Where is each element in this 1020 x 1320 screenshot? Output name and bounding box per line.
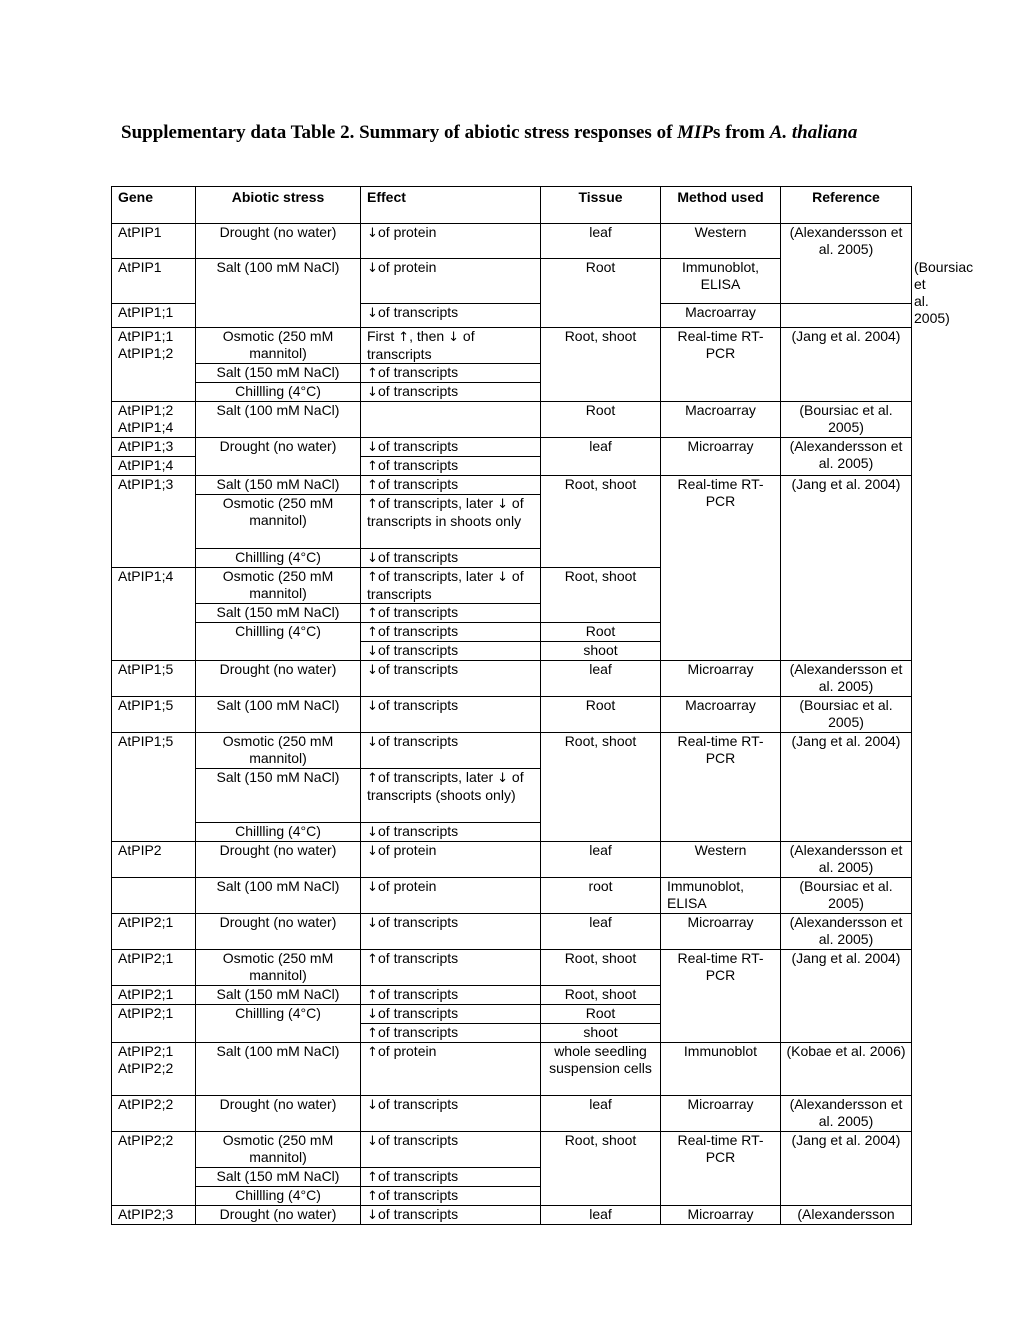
down-arrow-icon: ↓	[497, 497, 508, 512]
down-arrow-icon: ↓	[367, 551, 378, 566]
table-cell: Osmotic (250 mM mannitol)	[196, 568, 361, 604]
table-cell: Salt (100 mM NaCl)	[196, 1043, 361, 1096]
table-cell: (Jang et al. 2004)	[781, 476, 912, 661]
table-cell: Microarray	[661, 1206, 781, 1225]
effect-text: of transcripts	[378, 823, 459, 839]
effect-text: of transcripts	[378, 914, 459, 930]
table-cell	[361, 642, 541, 661]
table-cell	[361, 259, 541, 304]
up-arrow-icon: ↑	[367, 952, 378, 967]
table-cell: Western	[661, 224, 781, 259]
header-method-used: Method used	[661, 187, 781, 224]
up-arrow-icon: ↑	[367, 497, 378, 512]
table-cell: Osmotic (250 mM mannitol)	[196, 328, 361, 364]
header-abiotic-stress: Abiotic stress	[196, 187, 361, 224]
table-cell	[361, 402, 541, 438]
effect-text: of transcripts	[378, 604, 459, 620]
table-row	[112, 878, 912, 914]
up-arrow-icon: ↑	[367, 478, 378, 493]
table-cell: Root, shoot	[541, 950, 661, 986]
table-body	[112, 224, 974, 1225]
effect-text: of protein	[378, 224, 437, 240]
down-arrow-icon: ↓	[367, 699, 378, 714]
table-cell	[361, 823, 541, 842]
table-cell: AtPIP1;1 AtPIP1;2	[112, 328, 196, 402]
table-cell	[361, 1005, 541, 1024]
table-cell: Salt (150 mM NaCl)	[196, 604, 361, 623]
table-cell: Drought (no water)	[196, 914, 361, 950]
effect-text: of transcripts in shoots only	[367, 495, 524, 529]
table-cell: (Alexandersson et al. 2005)	[781, 438, 912, 476]
table-cell: root	[541, 878, 661, 914]
table-cell: Western	[661, 842, 781, 878]
effect-text: of transcripts	[378, 1005, 459, 1021]
table-cell: Drought (no water)	[196, 224, 361, 259]
down-arrow-icon: ↓	[367, 825, 378, 840]
down-arrow-icon: ↓	[367, 305, 378, 321]
table-row	[112, 438, 912, 457]
table-cell: Drought (no water)	[196, 1096, 361, 1132]
up-arrow-icon: ↑	[367, 366, 378, 381]
down-arrow-icon: ↓	[367, 226, 378, 241]
title-italic-mip: MIP	[677, 122, 714, 143]
table-cell: Root, shoot	[541, 733, 661, 842]
table-cell: leaf	[541, 1096, 661, 1132]
up-arrow-icon: ↑	[367, 1026, 378, 1041]
table-cell: AtPIP1;4	[112, 457, 196, 476]
page-title	[121, 120, 881, 146]
effect-text: of protein	[378, 1043, 437, 1059]
table-cell: Macroarray	[661, 303, 781, 327]
table-cell: AtPIP2;1 AtPIP2;2	[112, 1043, 196, 1096]
table-cell: AtPIP2;1	[112, 914, 196, 950]
table-cell: leaf	[541, 438, 661, 476]
effect-text: of transcripts	[378, 476, 459, 492]
up-arrow-icon: ↑	[367, 771, 378, 786]
table-row	[112, 733, 912, 769]
header-gene: Gene	[112, 187, 196, 224]
table-cell: Chillling (4°C)	[196, 1005, 361, 1043]
table-cell	[361, 697, 541, 733]
table-cell: Immunoblot, ELISA	[661, 259, 781, 304]
table-row	[112, 328, 912, 364]
effect-text: of transcripts	[378, 661, 459, 677]
table-cell: (Kobae et al. 2006)	[781, 1043, 912, 1096]
header-reference: Reference	[781, 187, 912, 224]
table-cell	[361, 383, 541, 402]
table-cell: AtPIP1;5	[112, 697, 196, 733]
table-cell: AtPIP2;2	[112, 1132, 196, 1206]
table-cell	[361, 733, 541, 769]
table-cell	[361, 1024, 541, 1043]
down-arrow-icon: ↓	[367, 261, 378, 276]
effect-text: of transcripts	[378, 1206, 459, 1222]
table-cell: Microarray	[661, 914, 781, 950]
table-cell: Salt (150 mM NaCl)	[196, 769, 361, 823]
title-italic-species: A. thaliana	[769, 122, 858, 143]
table-cell: AtPIP1;3	[112, 438, 196, 457]
table-cell: (Alexandersson et al. 2005)	[781, 661, 912, 697]
effect-text: of transcripts	[378, 438, 459, 454]
table-cell: Osmotic (250 mM mannitol)	[196, 1132, 361, 1168]
table-cell: Root	[541, 402, 661, 438]
up-arrow-icon: ↑	[367, 1170, 378, 1185]
table-cell: Root, shoot	[541, 568, 661, 623]
table-cell	[361, 476, 541, 495]
table-cell: Salt (100 mM NaCl)	[196, 697, 361, 733]
table-cell	[361, 950, 541, 986]
table-cell: AtPIP1;2 AtPIP1;4	[112, 402, 196, 438]
table-cell: Chillling (4°C)	[196, 383, 361, 402]
table-cell: Salt (100 mM NaCl)	[196, 259, 361, 328]
table-cell	[361, 328, 541, 364]
table-cell: (Jang et al. 2004)	[781, 733, 912, 842]
table-cell: AtPIP1;5	[112, 733, 196, 842]
effect-text: of transcripts	[378, 733, 459, 749]
table-cell: Drought (no water)	[196, 1206, 361, 1225]
table-cell: Immunoblot, ELISA	[661, 878, 781, 914]
title-text: Supplementary data Table 2. Summary of abiotic stress responses of	[121, 122, 678, 143]
table-cell	[361, 986, 541, 1005]
table-cell: AtPIP2;1	[112, 1005, 196, 1043]
table-cell: whole seedling suspension cells	[541, 1043, 661, 1096]
table-cell	[361, 438, 541, 457]
effect-text: of protein	[378, 878, 437, 894]
effect-text: of protein	[378, 842, 437, 858]
table-cell: (Jang et al. 2004)	[781, 328, 912, 402]
effect-text: of transcripts	[378, 950, 459, 966]
table-cell: Microarray	[661, 438, 781, 476]
table-row	[112, 402, 912, 438]
table-cell: AtPIP2;1	[112, 950, 196, 986]
table-cell	[361, 457, 541, 476]
down-arrow-icon: ↓	[367, 1007, 378, 1022]
effect-text: , then	[409, 328, 449, 344]
table-cell	[361, 1043, 541, 1096]
table-cell	[361, 661, 541, 697]
table-cell	[361, 769, 541, 823]
effect-text: of transcripts	[378, 1132, 459, 1148]
effect-text: of transcripts	[378, 364, 459, 380]
effect-text: of transcripts	[378, 623, 459, 639]
table-cell: AtPIP1;5	[112, 661, 196, 697]
table-cell: Root, shoot	[541, 328, 661, 402]
table-cell: Drought (no water)	[196, 661, 361, 697]
table-cell: Chillling (4°C)	[196, 823, 361, 842]
down-arrow-icon: ↓	[367, 1098, 378, 1113]
effect-text: of transcripts	[378, 303, 459, 320]
up-arrow-icon: ↑	[367, 1045, 378, 1060]
down-arrow-icon: ↓	[448, 330, 459, 345]
table-cell: leaf	[541, 661, 661, 697]
effect-text: of transcripts	[367, 328, 475, 362]
table-cell: leaf	[541, 1206, 661, 1225]
table-cell: Drought (no water)	[196, 842, 361, 878]
table-cell: Root	[541, 259, 661, 328]
table-cell: Real-time RT-PCR	[661, 950, 781, 1043]
table-cell: (Alexandersson et al. 2005)	[781, 914, 912, 950]
table-cell: Immunoblot	[661, 1043, 781, 1096]
table-cell	[361, 1096, 541, 1132]
effect-text: of transcripts	[378, 1187, 459, 1203]
table-row	[112, 224, 912, 259]
header-effect: Effect	[361, 187, 541, 224]
effect-text: of transcripts, later	[378, 495, 498, 511]
down-arrow-icon: ↓	[367, 385, 378, 400]
table-row	[112, 914, 912, 950]
table-cell: Root	[541, 1005, 661, 1024]
table-cell	[361, 495, 541, 549]
table-row	[112, 1206, 912, 1225]
table-cell: Osmotic (250 mM mannitol)	[196, 495, 361, 549]
table-cell: AtPIP2;1	[112, 986, 196, 1005]
table-cell: Real-time RT-PCR	[661, 1132, 781, 1206]
effect-text: of transcripts	[378, 549, 459, 565]
up-arrow-icon: ↑	[367, 988, 378, 1003]
table-cell: AtPIP2;3	[112, 1206, 196, 1225]
down-arrow-icon: ↓	[367, 663, 378, 678]
effect-text: of transcripts	[378, 383, 459, 399]
table-cell: Salt (150 mM NaCl)	[196, 1168, 361, 1187]
table-cell: Osmotic (250 mM mannitol)	[196, 950, 361, 986]
table-cell	[361, 364, 541, 383]
effect-text: of transcripts, later	[378, 568, 498, 584]
down-arrow-icon: ↓	[367, 644, 378, 659]
down-arrow-icon: ↓	[497, 570, 508, 585]
table-cell	[361, 914, 541, 950]
table-cell: (Alexandersson	[781, 1206, 912, 1225]
table-cell: AtPIP1;3	[112, 476, 196, 568]
table-cell	[361, 549, 541, 568]
table-cell: Microarray	[661, 661, 781, 697]
table-cell: Macroarray	[661, 402, 781, 438]
table-row: AtPIP1 Salt (100 mM NaCl) ↓of protein Root Immunoblot, ELISA (Boursiac et al. 2005)	[112, 259, 912, 304]
down-arrow-icon: ↓	[367, 880, 378, 895]
up-arrow-icon: ↑	[367, 625, 378, 640]
table-cell: AtPIP1;4	[112, 568, 196, 661]
up-arrow-icon: ↑	[367, 570, 378, 585]
effect-text: of transcripts	[378, 697, 459, 713]
effect-text: of transcripts	[378, 642, 459, 658]
table-cell: Chillling (4°C)	[196, 549, 361, 568]
table-cell: Drought (no water)	[196, 438, 361, 476]
effect-text: First	[367, 328, 399, 344]
down-arrow-icon: ↓	[367, 844, 378, 859]
effect-text: of transcripts	[367, 568, 524, 602]
table-cell	[112, 878, 196, 914]
table-cell: Salt (100 mM NaCl)	[196, 402, 361, 438]
down-arrow-icon: ↓	[367, 1208, 378, 1223]
table-cell: Real-time RT-PCR	[661, 733, 781, 842]
table-cell	[361, 1187, 541, 1206]
table-cell: shoot	[541, 1024, 661, 1043]
up-arrow-icon: ↑	[367, 1189, 378, 1204]
table-row	[112, 476, 912, 495]
table-cell: (Boursiac et al. 2005)	[781, 697, 912, 733]
table-cell: Root	[541, 623, 661, 642]
table-cell	[361, 1206, 541, 1225]
down-arrow-icon: ↓	[497, 771, 508, 786]
table-cell: Salt (150 mM NaCl)	[196, 364, 361, 383]
table-cell: AtPIP1	[112, 224, 196, 259]
table-row	[112, 1132, 912, 1168]
down-arrow-icon: ↓	[367, 735, 378, 750]
table-cell: AtPIP1;1	[112, 303, 196, 327]
effect-text: of transcripts, later	[378, 769, 498, 785]
table-cell: Microarray	[661, 1096, 781, 1132]
down-arrow-icon: ↓	[367, 916, 378, 931]
table-cell: Salt (150 mM NaCl)	[196, 476, 361, 495]
table-cell: shoot	[541, 642, 661, 661]
table-row	[112, 1096, 912, 1132]
table-cell: Macroarray	[661, 697, 781, 733]
table-cell	[361, 1168, 541, 1187]
table-cell: AtPIP1	[112, 259, 196, 304]
table-cell: Root, shoot	[541, 986, 661, 1005]
effect-text: of transcripts	[378, 1024, 459, 1040]
effect-text: of protein	[378, 259, 437, 275]
down-arrow-icon: ↓	[367, 1134, 378, 1149]
effect-text: of transcripts	[378, 1096, 459, 1112]
table-cell: (Boursiac et al. 2005)	[781, 878, 912, 914]
effect-text: of transcripts	[378, 986, 459, 1002]
stress-response-table	[111, 186, 974, 1225]
table-cell: (Jang et al. 2004)	[781, 1132, 912, 1206]
table-row	[112, 950, 912, 986]
header-row	[112, 187, 912, 224]
table-cell: (Alexandersson et al. 2005)	[781, 224, 912, 304]
table-cell: (Jang et al. 2004)	[781, 950, 912, 1043]
effect-text: of transcripts	[378, 1168, 459, 1184]
table-row	[112, 842, 912, 878]
table-cell	[361, 303, 541, 327]
title-text-2: s from	[713, 122, 770, 143]
table-cell: leaf	[541, 914, 661, 950]
table-cell: Chillling (4°C)	[196, 1187, 361, 1206]
up-arrow-icon: ↑	[367, 459, 378, 474]
table-cell: Chillling (4°C)	[196, 623, 361, 661]
table-cell: Salt (150 mM NaCl)	[196, 986, 361, 1005]
header-tissue: Tissue	[541, 187, 661, 224]
table-cell	[361, 878, 541, 914]
table-row	[112, 661, 912, 697]
table-cell: Osmotic (250 mM mannitol)	[196, 733, 361, 769]
effect-text: of transcripts (shoots only)	[367, 769, 524, 803]
table-cell: AtPIP2;2	[112, 1096, 196, 1132]
table-cell: Root, shoot	[541, 476, 661, 568]
table-cell	[361, 604, 541, 623]
table-cell	[361, 842, 541, 878]
table-cell: Salt (100 mM NaCl)	[196, 878, 361, 914]
table-cell: leaf	[541, 224, 661, 259]
table-row	[112, 697, 912, 733]
table-cell: (Alexandersson et al. 2005)	[781, 842, 912, 878]
table-cell: Real-time RT-PCR	[661, 476, 781, 661]
table-cell: Root, shoot	[541, 1132, 661, 1206]
table-cell	[361, 568, 541, 604]
table-cell: (Boursiac et al. 2005)	[781, 402, 912, 438]
down-arrow-icon: ↓	[367, 440, 378, 455]
table-cell: Real-time RT-PCR	[661, 328, 781, 402]
table-row	[112, 1043, 912, 1096]
table-cell	[361, 623, 541, 642]
table-cell: AtPIP2	[112, 842, 196, 878]
up-arrow-icon: ↑	[367, 606, 378, 621]
effect-text: of transcripts	[378, 457, 459, 473]
table-cell: leaf	[541, 842, 661, 878]
table-cell	[361, 1132, 541, 1168]
table-cell: (Alexandersson et al. 2005)	[781, 1096, 912, 1132]
table-cell: Root	[541, 697, 661, 733]
up-arrow-icon: ↑	[398, 330, 410, 345]
table-cell	[361, 224, 541, 259]
